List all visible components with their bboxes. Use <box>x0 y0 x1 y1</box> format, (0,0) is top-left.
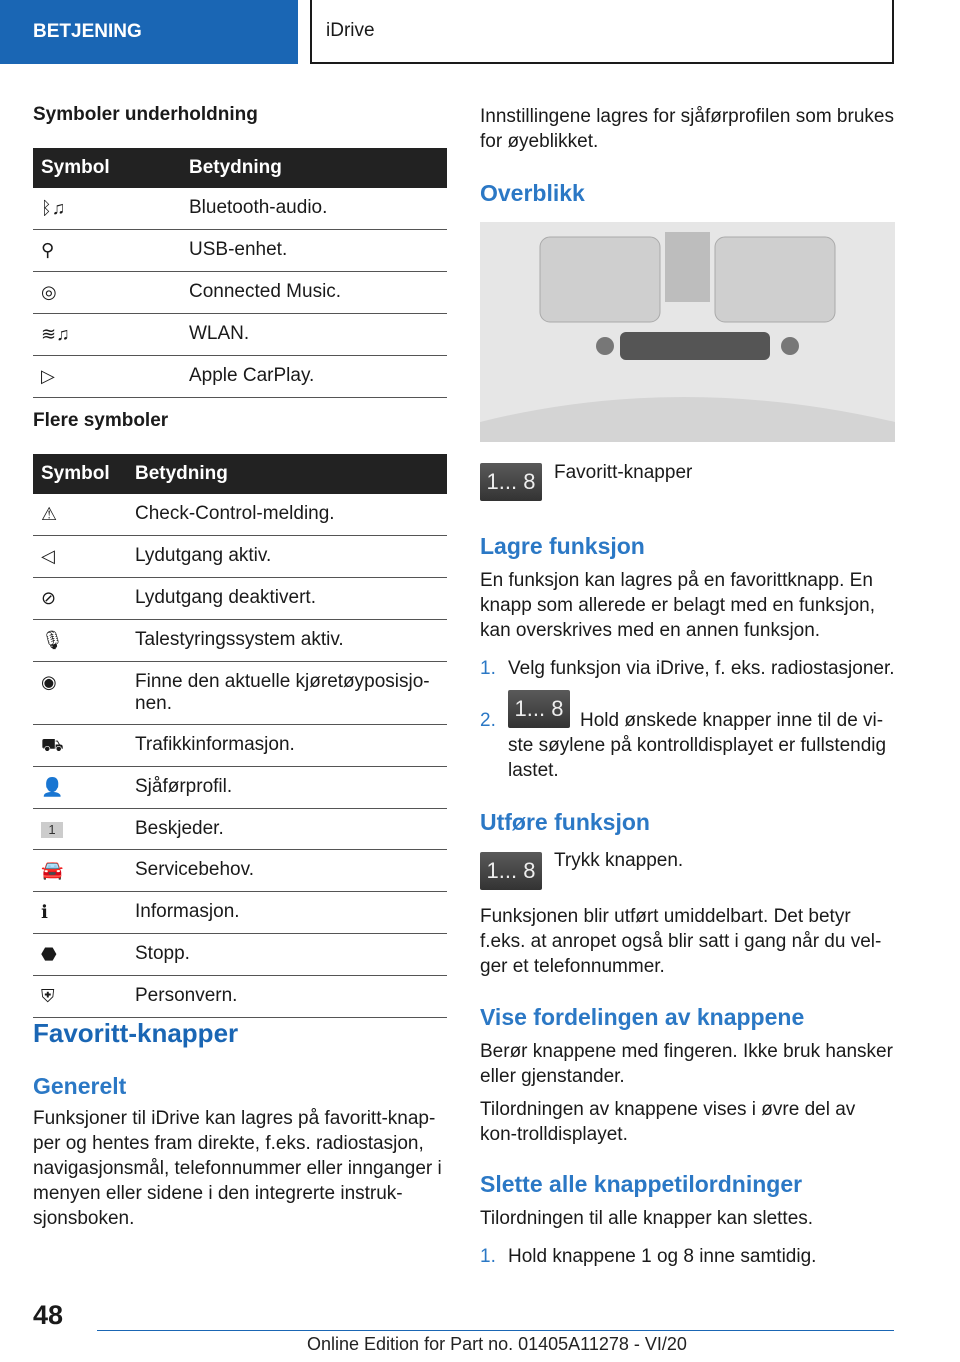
table-row: ⚠ Check-Control-melding. <box>33 494 447 536</box>
carplay-icon: ▷ <box>41 366 55 386</box>
save-step-1: 1. Velg funksjon via iDrive, f. eks. radiostasjoner. <box>480 658 895 679</box>
table-row: ▷ Apple CarPlay. <box>33 356 447 398</box>
connected-music-icon: ◎ <box>41 282 57 302</box>
col-meaning: Betydning <box>181 148 447 188</box>
table-row: ᛒ♫ Bluetooth-audio. <box>33 188 447 230</box>
info-icon: ℹ <box>41 902 48 922</box>
entertainment-symbols-table <box>33 148 447 398</box>
table-row: ⛨ Personvern. <box>33 976 447 1018</box>
table2-title: Flere symboler <box>33 410 169 431</box>
message-icon: 1 <box>41 822 63 838</box>
table-row: ◁ Lydutgang aktiv. <box>33 536 447 578</box>
save-step-2-text: Hold ønskede knapper inne til de vi-ste søylene på kontrolldisplayet er fullstendig lastet. <box>508 710 887 781</box>
intro-text: Innstillingene lagres for sjåførprofilen som brukes for øyeblikket. <box>480 106 894 152</box>
driver-profile-icon: 👤 <box>41 777 64 797</box>
overview-heading: Overblikk <box>480 180 585 206</box>
general-text: Funksjoner til iDrive kan lagres på favoritt-knap-per og hentes fram direkte, f.eks. radiostasjon, navigasjonsmål, telefonnummer eller innganger i menyen eller sidene i den integrerte instruk-sjonsboken. <box>33 1108 442 1229</box>
delete-text: Tilordningen til alle knapper kan slettes. <box>480 1208 814 1229</box>
show-text-1: Berør knappene med fingeren. Ikke bruk hansker eller gjenstander. <box>480 1041 893 1087</box>
delete-step-1: 1. Hold knappene 1 og 8 inne samtidig. <box>480 1246 817 1267</box>
save-text: En funksjon kan lagres på en favorittknapp. En knapp som allerede er belagt med en funksjon, kan overskrives med en annen funksjon. <box>480 570 876 641</box>
col-symbol: Symbol <box>33 148 181 188</box>
execute-text: Funksjonen blir utført umiddelbart. Det betyr f.eks. at anropet også blir satt i gang når du vel-ger et telefonnummer. <box>480 906 882 977</box>
microphone-icon: 🎙 <box>41 630 64 650</box>
table-row: ◎ Connected Music. <box>33 272 447 314</box>
chapter-title: iDrive <box>326 20 375 41</box>
save-step-2: 2. <box>480 710 496 731</box>
show-text-2: Tilordningen av knappene vises i øvre del av kon-trolldisplayet. <box>480 1099 856 1145</box>
table-row: ⊘ Lydutgang deaktivert. <box>33 578 447 620</box>
execute-caption: Trykk knappen. <box>554 850 684 871</box>
wlan-icon: ≋♫ <box>41 324 70 344</box>
more-symbols-table <box>33 454 447 1018</box>
section-tab <box>0 0 298 64</box>
table-row: ⬣ Stopp. <box>33 934 447 976</box>
table1-title: Symboler underholdning <box>33 104 258 125</box>
warning-icon: ⚠ <box>41 504 58 524</box>
delete-heading: Slette alle knappetilordninger <box>480 1171 803 1197</box>
show-heading: Vise fordelingen av knappene <box>480 1004 805 1030</box>
table-row: ⚲ USB-enhet. <box>33 230 447 272</box>
chapter-tab <box>310 0 894 64</box>
favorite-buttons-image: 1... 8 <box>508 690 570 728</box>
general-heading: Generelt <box>33 1073 127 1099</box>
footer-edition: Online Edition for Part no. 01405A11278 - VI/20 <box>307 1334 687 1354</box>
favorites-heading: Favoritt-knapper <box>33 1018 239 1048</box>
table-row: ≋♫ WLAN. <box>33 314 447 356</box>
dashboard-image <box>480 222 895 442</box>
section-title: BETJENING <box>33 21 142 42</box>
location-icon: ◉ <box>41 672 57 692</box>
favorite-caption: Favoritt-knapper <box>554 462 693 483</box>
favorite-buttons-image: 1... 8 <box>480 852 542 890</box>
col-symbol: Symbol <box>33 454 127 494</box>
bluetooth-audio-icon: ᛒ♫ <box>41 198 66 218</box>
speaker-icon: ◁ <box>41 546 55 566</box>
table-row: 1 Beskjeder. <box>33 809 447 850</box>
table-row: 🎙 Talestyringssystem aktiv. <box>33 620 447 662</box>
page-number: 48 <box>33 1300 64 1330</box>
table-row: ℹ Informasjon. <box>33 892 447 934</box>
usb-icon: ⚲ <box>41 240 55 260</box>
privacy-icon: ⛨ <box>41 986 55 1006</box>
col-meaning: Betydning <box>127 454 447 494</box>
speaker-muted-icon: ⊘ <box>41 588 57 608</box>
table-row: ◉ Finne den aktuelle kjøretøyposisjo-nen. <box>33 662 447 725</box>
traffic-icon: ⛟ <box>41 735 64 755</box>
table-row: 🚘 Servicebehov. <box>33 850 447 892</box>
favorite-buttons-image: 1... 8 <box>480 463 542 501</box>
table-row: ⛟ Trafikkinformasjon. <box>33 725 447 767</box>
execute-heading: Utføre funksjon <box>480 809 650 835</box>
stop-icon: ⬣ <box>41 944 57 964</box>
service-icon: 🚘 <box>41 860 64 880</box>
footer-divider <box>97 1330 894 1331</box>
save-heading: Lagre funksjon <box>480 533 645 559</box>
table-row: 👤 Sjåførprofil. <box>33 767 447 809</box>
